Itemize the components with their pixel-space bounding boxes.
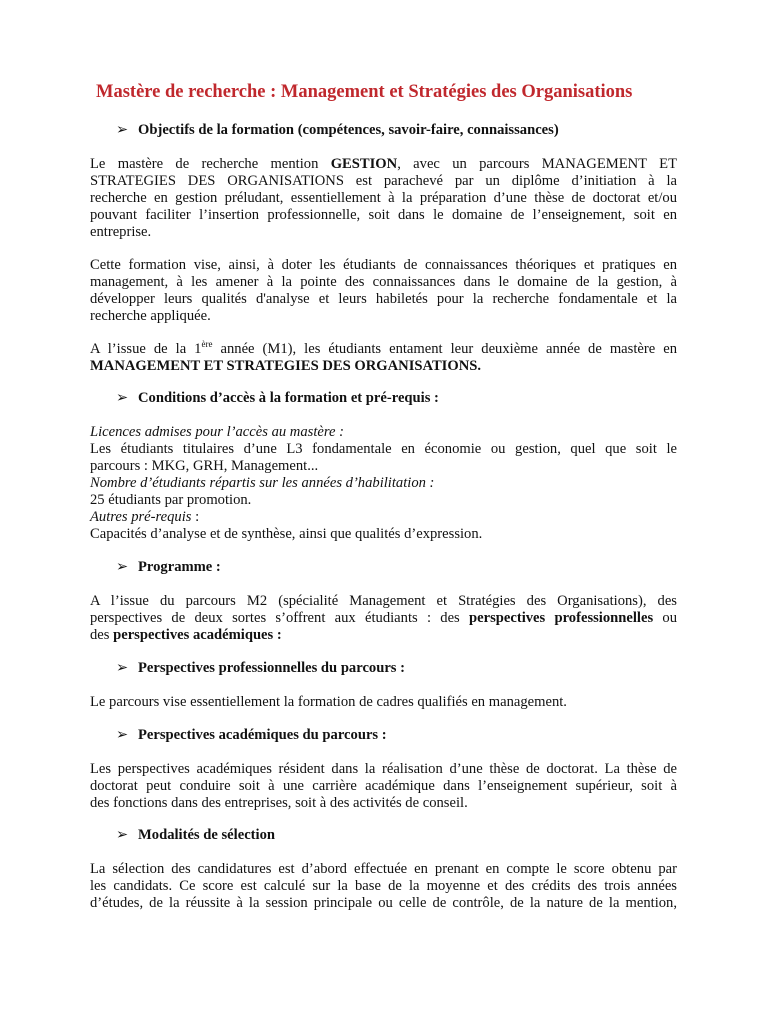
nombre-label: Nombre d’étudiants répartis sur les années d’habilitation : bbox=[90, 475, 435, 491]
heading-perspectives-pro: ➢ Perspectives professionnelles du parcours : bbox=[116, 660, 405, 676]
paragraph-objectifs-2: Cette formation vise, ainsi, à doter les étudiants de connaissances théoriques et pratiques en management, à les amener à la pointe des connaissances dans le domaine de la gestion, à développer leurs qualités d'analyse et leurs habiletés pour la recherche fondamentale et la recherche appliquée. bbox=[90, 257, 677, 324]
paragraph-conditions: Licences admises pour l’accès au mastère : Les étudiants titulaires d’une L3 fondamentale en économie ou gestion, quel que soit le parcours : MKG, GRH, Management... Nombre d’étudiants répartis sur les années d’habilitation : 25 étudiants par promotion. Autres pré-requis : Capacités d’analyse et de synthèse, ainsi que qualités d’expression. bbox=[90, 424, 677, 542]
heading-perspectives-acad: ➢ Perspectives académiques du parcours : bbox=[116, 727, 387, 743]
paragraph-perspectives-acad: Les perspectives académiques résident dans la réalisation d’une thèse de doctorat. La thèse de doctorat peut conduire soit à une carrière académique dans l’enseignement supérieur, soit à des fonctions dans des entreprises, soit à des activités de conseil. bbox=[90, 761, 677, 811]
document-title: Mastère de recherche : Management et Stratégies des Organisations bbox=[96, 82, 633, 102]
autres-label: Autres pré-requis bbox=[90, 509, 192, 525]
heading-programme: ➢ Programme : bbox=[116, 559, 221, 575]
arrow-bullet-icon: ➢ bbox=[116, 559, 129, 575]
arrow-bullet-icon: ➢ bbox=[116, 122, 129, 138]
paragraph-objectifs-1: Le mastère de recherche mention GESTION, avec un parcours MANAGEMENT ET STRATEGIES DES ORGANISATIONS est parachevé par un diplôme d’initiation à la recherche en gestion préludant, essentiellement à la préparation d’une thèse de doctorat et/ou pouvant faciliter l’insertion professionnelle, soit dans le domaine de l’enseignement, soit en entreprise. bbox=[90, 156, 677, 240]
heading-objectifs: ➢ Objectifs de la formation (compétences, savoir-faire, connaissances) bbox=[116, 122, 559, 138]
arrow-bullet-icon: ➢ bbox=[116, 727, 129, 743]
paragraph-selection: La sélection des candidatures est d’abord effectuée en prenant en compte le score obtenu par les candidats. Ce score est calculé sur la base de la moyenne et des crédits des trois années d’études, de la réussite à la session principale ou celle de contrôle, de la nature de la mention, bbox=[90, 861, 677, 911]
arrow-bullet-icon: ➢ bbox=[116, 660, 129, 676]
paragraph-programme: A l’issue du parcours M2 (spécialité Management et Stratégies des Organisations), des perspectives de deux sortes s’offrent aux étudiants : des perspectives professionnelles ou des perspectives académiques : bbox=[90, 593, 678, 643]
arrow-bullet-icon: ➢ bbox=[116, 390, 129, 406]
arrow-bullet-icon: ➢ bbox=[116, 827, 129, 843]
paragraph-perspectives-pro: Le parcours vise essentiellement la formation de cadres qualifiés en management. bbox=[90, 694, 567, 710]
licences-label: Licences admises pour l’accès au mastère : bbox=[90, 424, 344, 440]
paragraph-objectifs-3: A l’issue de la 1ère année (M1), les étudiants entament leur deuxième année de mastère en MANAGEMENT ET STRATEGIES DES ORGANISATIONS. bbox=[90, 339, 677, 374]
heading-selection: ➢ Modalités de sélection bbox=[116, 827, 275, 843]
heading-conditions: ➢ Conditions d’accès à la formation et pré-requis : bbox=[116, 390, 439, 406]
